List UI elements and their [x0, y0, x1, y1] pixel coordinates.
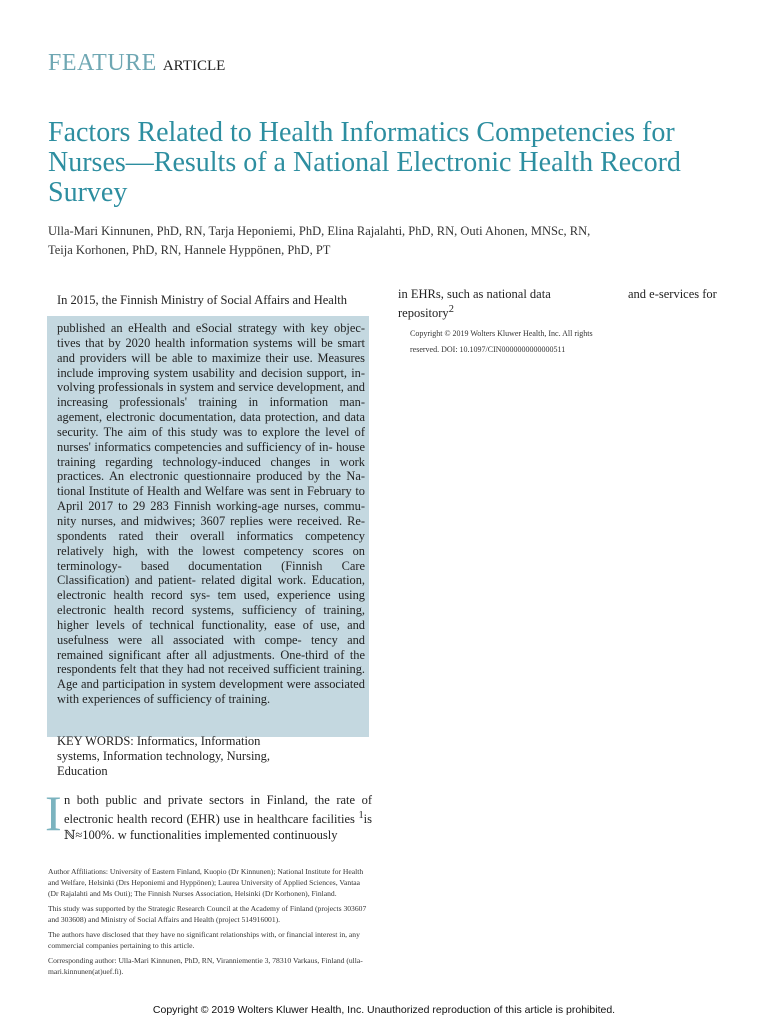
right-column-text [398, 286, 578, 321]
article-title: Factors Related to Health Informatics Competencies for Nurses—Results of a National Electronic Health Record Survey [48, 117, 681, 208]
section-header [48, 50, 225, 77]
disclosure-note: The authors have disclosed that they have no significant relationships with, or financial interest in, any commercial companies pertaining to this article. [48, 930, 360, 950]
funding-note: This study was supported by the Strategic Research Council at the Academy of Finland (projects 303607 and 303608) and Ministry of Social Affairs and Health (project 514916001). [48, 904, 367, 924]
copyright-doi: Copyright © 2019 Wolters Kluwer Health, Inc. All rights reserved. DOI: 10.1097/CIN0000000000000511 [410, 329, 593, 354]
drop-cap: I [45, 785, 62, 841]
affiliation-note: Author Affiliations: University of Eastern Finland, Kuopio (Dr Kinnunen); National Institute for Health and Welfare, Helsinki (Drs Heponiemi and Hyppönen); Laurea University of Applied Sciences, Vantaa (Dr Rajalahti and Ms Outi); The Finnish Nurses Association, Helsinki (Dr Korhonen), Finland. [48, 867, 364, 898]
right-column-text-cont: and e-services for [628, 287, 717, 301]
abstract-body: published an eHealth and eSocial strategy with key objec- tives that by 2020 health information systems will be smart and providers will be able to maximize their use. Measures include improving system usability and decision support, in- volving professionals in system and service development, and increasing professionals' training in information man- agement, electronic documentation, data protection, and data security. The aim of this study was to explore the level of nurses' informatics competencies and sufficiency of in- house training regarding technology-induced changes in work practices. An electronic questionnaire produced by the Na- tional Institute of Health and Welfare was sent in February to April 2017 to 29 283 Finnish working-age nurses, commu- nity nurses, and midwives; 3607 replies were received. Re- spondents rated their overall informatics competency relatively high, with the lowest competency scores on terminology- based documentation (Finnish Care Classification) and patient- related digital work. Education, electronic health record sys- tem used, experience using electronic health record systems, sufficiency of training, higher levels of technical functionality, ease of use, and usefulness were all associated with compe- tency and remained significant after all adjustments. One-third of the respondents felt that they had not received sufficient training. Age and participation in system development were associated with experiences of sufficiency of training. [57, 321, 365, 707]
right-column-line: in EHRs, such as national data repository [398, 287, 551, 321]
author-list: Ulla-Mari Kinnunen, PhD, RN, Tarja Heponiemi, PhD, Elina Rajalahti, PhD, RN, Outi Ahonen, MNSc, RN, Teija Korhonen, PhD, RN, Hannele Hyppönen, PhD, PT [48, 224, 591, 257]
body-intro-text: n both public and private sectors in Finland, the rate of electronic health record (EHR) use in healthcare facilities [64, 793, 372, 827]
body-intro-text-cont: is ℕ≈100%. w functionalities implemented continuously [64, 812, 372, 843]
reference-superscript: 2 [448, 304, 454, 315]
reference-superscript: 1 [358, 810, 364, 821]
copyright-footer: Copyright © 2019 Wolters Kluwer Health, Inc. Unauthorized reproduction of this article is prohibited. [152, 1004, 616, 1016]
abstract-intro: In 2015, the Finnish Ministry of Social Affairs and Health [57, 293, 348, 307]
body-intro-paragraph [64, 792, 372, 843]
corresponding-author-note: Corresponding author: Ulla-Mari Kinnunen, PhD, RN, Viranniementie 3, 78310 Varkaus, Finland (ulla-mari.kinnunen(at)uef.fi). [48, 956, 363, 976]
article-label: ARTICLE [162, 58, 226, 74]
author-affiliations [48, 866, 372, 981]
keywords: KEY WORDS: Informatics, Information systems, Information technology, Nursing, Education [57, 734, 271, 778]
feature-label: FEATURE [48, 50, 157, 76]
